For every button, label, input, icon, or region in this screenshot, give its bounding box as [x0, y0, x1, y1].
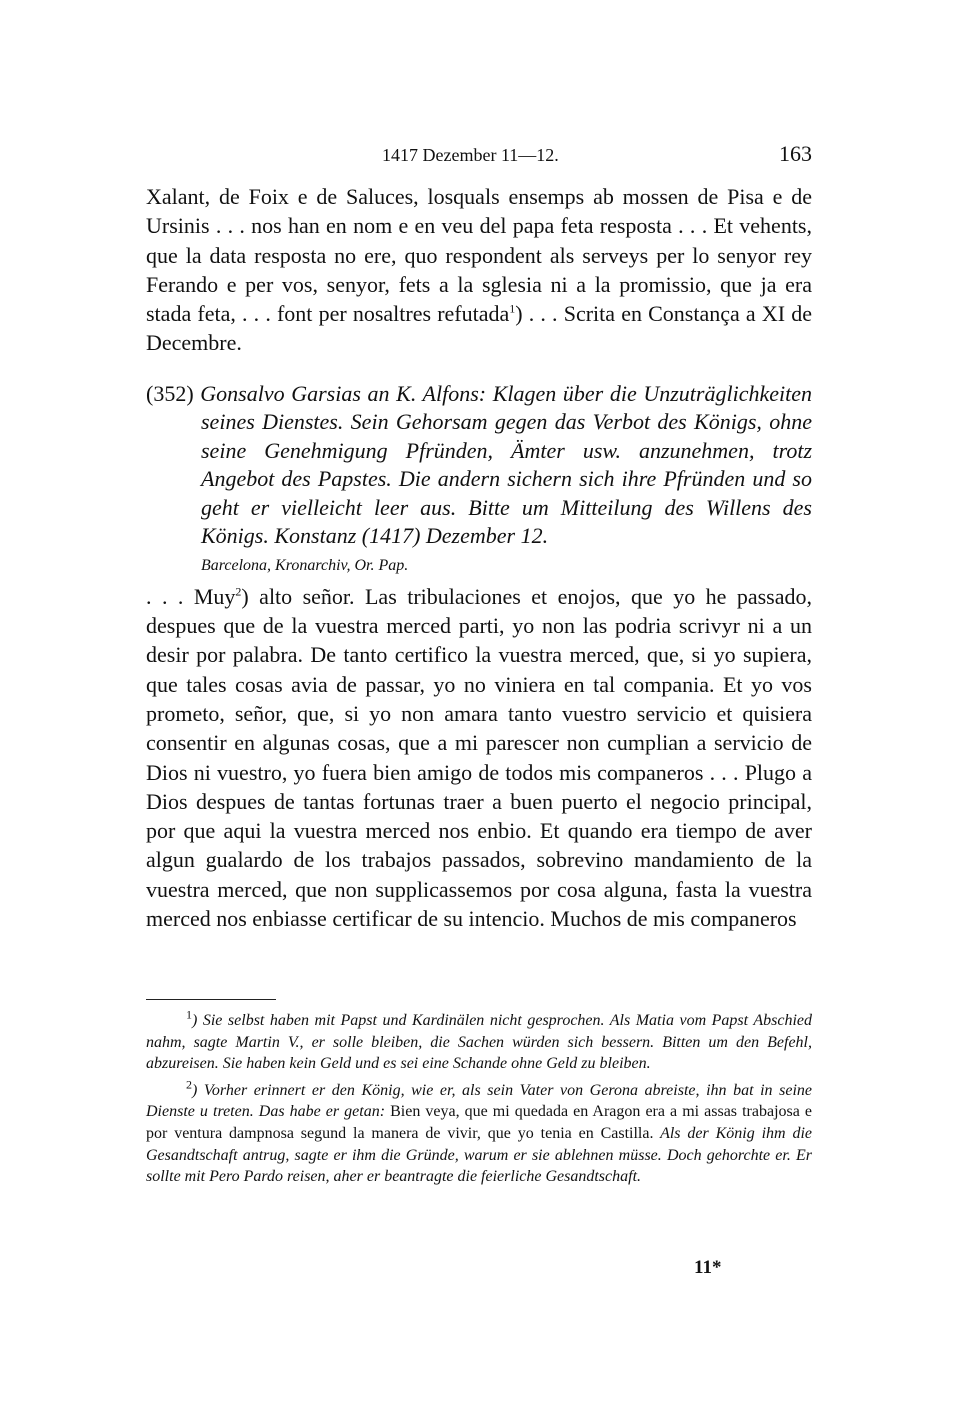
document-page [146, 0, 812, 1412]
entry-summary-text: Gonsalvo Garsias an K. Alfons: Klagen über die Unzuträglichkeiten seines Dienstes. Sein Gehorsam gegen das Verbot des Königs, ohne seine Genehmigung Pfründen, Ämter usw. anzunehmen, trotz Angebot des Papstes. Die andern sichern sich ihre Pfründen und so geht er vielleicht leer aus. Bitte um Mitteilung des Willens des Königs. Konstanz (1417) Dezember 12. [200, 380, 812, 549]
entry-number: (352) [146, 380, 194, 406]
signature-mark: 11* [694, 1257, 722, 1278]
footnote-1-mark-suffix: ) [192, 1012, 198, 1029]
previous-letter-text-a: Xalant, de Foix e de Saluces, losquals ensemps ab mossen de Pisa e de Ursinis . . . nos han en nom e en veu del papa feta resposta . . . Et vehents, que la data resposta no ere, quo respondent als serveys per lo senyor rey Ferando e per vos, senyor, fets a la sglesia ni a la promissio, que ja era stada feta, . . . font per nosaltres refutada [146, 184, 812, 327]
footnote-divider [146, 999, 276, 1000]
entry-source: Barcelona, Kronarchiv, Or. Pap. [201, 556, 409, 574]
footnote-1-text: Sie selbst haben mit Papst und Kardinälen nicht gesprochen. Als Matia vom Papst Abschied nahm, sagte Martin V., er solle bleiben, die Sachen würden sich bessern. Bitten um den Befehl, abzureisen. Sie haben kein Geld und es sei eine Schande ohne Geld zu bleiben. [146, 1012, 812, 1073]
footnote-2-text-c: Als der König ihm die Gesandtschaft antrug, sagte er ihm die Gründe, warum er sie ablehnen müsse. Doch gehorchte er. Er sollte mit Pero Pardo reisen, aher er beantragte die feierliche Gesandtschaft. [146, 1124, 813, 1186]
entry-352 [146, 380, 812, 577]
footnote-2-mark-suffix: ) [192, 1081, 198, 1099]
footnote-1-mark: 1 [186, 1007, 192, 1022]
footnote-ref-2: 2 [235, 584, 242, 599]
footnote-2-mark: 2 [186, 1077, 192, 1092]
page-number: 163 [779, 141, 812, 166]
previous-letter-text [146, 182, 812, 358]
footnote-2-text-a: Vorher erinnert er den König, wie er, als sein Vater von Gerona abreiste, ihn bat in seine Dienste u treten. Das habe er getan: [146, 1081, 813, 1121]
footnote-ref-1: 1 [509, 301, 516, 316]
letter-text [146, 582, 812, 934]
previous-letter-text-b: ) . . . Scrita en Constança a XI de Decembre. [146, 301, 812, 356]
footnote-2-text-b: Bien veya, que mi quedada en Aragon era a mi assas trabajosa e por ventura dampnosa segund la manera de vivir, que yo tenia en Castilla. [146, 1103, 812, 1142]
page-body [146, 182, 812, 933]
footnotes [146, 1007, 813, 1188]
entry-summary [146, 380, 812, 551]
running-head [146, 141, 812, 171]
letter-text-a: . . . Muy [146, 583, 236, 609]
letter-text-b: ) alto señor. Las tribulaciones et enojos, que yo he passado, despues que de la vuestra merced parti, yo non las podria scrivyr ni a un desir por palabra. De tanto certifico la vuestra merced, que, si yo supiera, que tales cosas avia de passar, yo no viniera en tal compania. Et yo vos prometo, señor, que, si yo non amara tanto vuestro servicio et quisiera consentir en algunas cosas, que a mi parescer non cumplian a servicio de Dios ni vuestro, yo fuera bien amigo de todos mis companeros . . . Plugo a Dios despues de tantas fortunas traer a buen puerto el negocio principal, por que aqui la vuestra merced nos enbio. Et quando era tiempo de aver algun gualardo de los trabajos passados, sobrevino mandamiento de la vuestra merced, que non supplicassemos por cosa alguna, fasta la vuestra merced nos enbiasse certificar de su intencio. Muchos de mis companeros [146, 583, 812, 932]
footnote-1 [146, 1007, 812, 1075]
running-head-title: 1417 Dezember 11—12. [382, 145, 559, 165]
footnote-2 [146, 1077, 813, 1188]
